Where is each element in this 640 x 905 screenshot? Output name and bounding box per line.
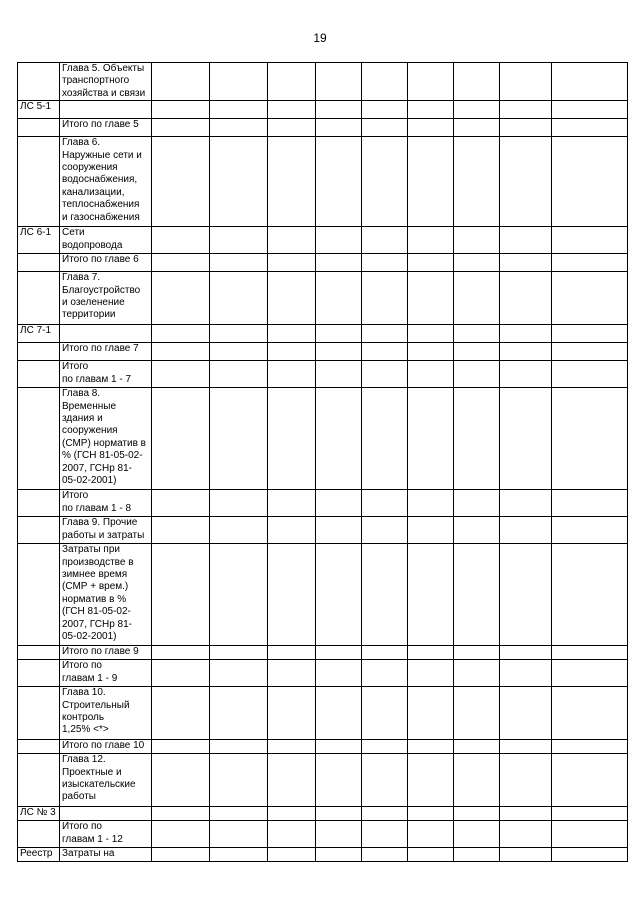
value-cell [210,740,268,754]
value-cell [408,254,454,272]
table-row [18,660,628,687]
value-cell [500,754,552,807]
value-cell [408,272,454,325]
value-cell [210,137,268,227]
value-cell [152,646,210,660]
table-row [18,63,628,101]
row-code-cell [18,343,60,361]
value-cell [500,517,552,544]
row-name-cell: Глава 6. Наружные сети и сооружения водоснабжения, канализации, теплоснабжения и газоснабжения [60,137,152,227]
row-name-cell: Затраты при производстве в зимнее время (СМР + врем.) норматив в % (ГСН 81-05-02- 2007, ГСНр 81- 05-02-2001) [60,544,152,646]
value-cell [552,63,628,101]
value-cell [500,137,552,227]
value-cell [500,63,552,101]
value-cell [316,754,362,807]
value-cell [362,227,408,254]
value-cell [454,343,500,361]
table-row [18,490,628,517]
value-cell [316,272,362,325]
value-cell [316,361,362,388]
row-code-cell [18,490,60,517]
value-cell [408,490,454,517]
value-cell [316,63,362,101]
table-row [18,646,628,660]
table-row [18,325,628,343]
row-name-cell: Глава 12. Проектные и изыскательские работы [60,754,152,807]
row-name-cell: Итого по главе 5 [60,119,152,137]
value-cell [268,361,316,388]
value-cell [152,544,210,646]
value-cell [552,119,628,137]
value-cell [316,325,362,343]
value-cell [268,325,316,343]
value-cell [316,740,362,754]
value-cell [316,227,362,254]
value-cell [500,388,552,490]
value-cell [500,807,552,821]
row-code-cell [18,119,60,137]
row-code-cell [18,687,60,740]
value-cell [408,361,454,388]
row-code-cell [18,646,60,660]
row-code-cell [18,361,60,388]
value-cell [500,821,552,848]
value-cell [268,63,316,101]
value-cell [210,272,268,325]
row-name-cell: Затраты на [60,848,152,862]
page-number: 19 [313,31,327,45]
value-cell [152,361,210,388]
value-cell [268,544,316,646]
value-cell [362,272,408,325]
value-cell [408,325,454,343]
value-cell [268,848,316,862]
value-cell [454,821,500,848]
value-cell [152,388,210,490]
value-cell [500,687,552,740]
value-cell [552,544,628,646]
value-cell [408,544,454,646]
value-cell [552,517,628,544]
value-cell [268,740,316,754]
value-cell [268,821,316,848]
table-row [18,754,628,807]
row-code-cell: Реестр [18,848,60,862]
value-cell [454,272,500,325]
value-cell [152,821,210,848]
table-row [18,821,628,848]
value-cell [316,660,362,687]
value-cell [408,754,454,807]
value-cell [362,63,408,101]
value-cell [552,646,628,660]
value-cell [316,646,362,660]
table-row [18,848,628,862]
row-name-cell [60,807,152,821]
row-name-cell: Итого по главам 1 - 9 [60,660,152,687]
table-row [18,101,628,119]
value-cell [454,388,500,490]
value-cell [454,490,500,517]
value-cell [552,660,628,687]
row-name-cell: Глава 5. Объекты транспортного хозяйства и связи [60,63,152,101]
value-cell [362,137,408,227]
value-cell [316,254,362,272]
value-cell [408,137,454,227]
row-name-cell: Глава 9. Прочие работы и затраты [60,517,152,544]
value-cell [454,807,500,821]
table-row [18,227,628,254]
table-row [18,343,628,361]
value-cell [152,754,210,807]
row-code-cell [18,544,60,646]
value-cell [362,848,408,862]
value-cell [552,361,628,388]
value-cell [316,807,362,821]
value-cell [362,361,408,388]
value-cell [362,388,408,490]
value-cell [454,848,500,862]
row-name-cell: Итого по главе 10 [60,740,152,754]
value-cell [316,388,362,490]
value-cell [316,821,362,848]
row-code-cell [18,272,60,325]
value-cell [408,740,454,754]
value-cell [210,63,268,101]
value-cell [362,254,408,272]
value-cell [500,544,552,646]
row-name-cell: Итого по главе 6 [60,254,152,272]
row-code-cell [18,254,60,272]
value-cell [152,660,210,687]
value-cell [408,388,454,490]
value-cell [500,848,552,862]
value-cell [362,687,408,740]
value-cell [152,343,210,361]
value-cell [316,687,362,740]
table-row [18,388,628,490]
value-cell [268,517,316,544]
value-cell [316,119,362,137]
value-cell [210,807,268,821]
value-cell [454,754,500,807]
value-cell [552,343,628,361]
value-cell [210,254,268,272]
table-row [18,361,628,388]
value-cell [152,848,210,862]
value-cell [316,101,362,119]
row-name-cell: Глава 10. Строительный контроль 1,25% <*> [60,687,152,740]
value-cell [408,807,454,821]
value-cell [362,544,408,646]
value-cell [552,821,628,848]
table-row [18,807,628,821]
value-cell [552,227,628,254]
row-name-cell: Глава 8. Временные здания и сооружения (СМР) норматив в % (ГСН 81-05-02- 2007, ГСНр 81- 05-02-2001) [60,388,152,490]
row-code-cell [18,821,60,848]
value-cell [552,848,628,862]
value-cell [268,687,316,740]
value-cell [362,740,408,754]
row-code-cell: ЛС 5-1 [18,101,60,119]
table-row [18,119,628,137]
value-cell [152,254,210,272]
value-cell [500,272,552,325]
value-cell [268,754,316,807]
value-cell [454,544,500,646]
value-cell [500,646,552,660]
value-cell [316,490,362,517]
value-cell [268,490,316,517]
value-cell [408,63,454,101]
value-cell [210,227,268,254]
table-row [18,740,628,754]
value-cell [210,646,268,660]
value-cell [454,361,500,388]
value-cell [454,101,500,119]
value-cell [152,687,210,740]
value-cell [500,325,552,343]
value-cell [362,517,408,544]
value-cell [210,490,268,517]
value-cell [552,254,628,272]
value-cell [210,821,268,848]
value-cell [500,254,552,272]
value-cell [552,490,628,517]
table-row [18,137,628,227]
value-cell [552,325,628,343]
value-cell [408,848,454,862]
value-cell [454,227,500,254]
row-name-cell [60,325,152,343]
value-cell [362,325,408,343]
row-name-cell: Итого по главам 1 - 12 [60,821,152,848]
value-cell [152,63,210,101]
row-code-cell [18,137,60,227]
value-cell [210,119,268,137]
value-cell [500,101,552,119]
row-name-cell: Итого по главе 9 [60,646,152,660]
value-cell [454,325,500,343]
value-cell [152,119,210,137]
value-cell [454,63,500,101]
value-cell [268,660,316,687]
row-code-cell [18,740,60,754]
value-cell [210,754,268,807]
value-cell [362,101,408,119]
value-cell [362,646,408,660]
row-code-cell [18,388,60,490]
value-cell [552,687,628,740]
value-cell [552,137,628,227]
value-cell [500,490,552,517]
value-cell [210,517,268,544]
value-cell [210,660,268,687]
value-cell [552,807,628,821]
row-name-cell: Итого по главе 7 [60,343,152,361]
value-cell [500,740,552,754]
value-cell [408,101,454,119]
value-cell [152,137,210,227]
value-cell [268,646,316,660]
row-code-cell: ЛС 7-1 [18,325,60,343]
value-cell [210,361,268,388]
value-cell [454,646,500,660]
value-cell [268,343,316,361]
value-cell [316,517,362,544]
value-cell [210,343,268,361]
value-cell [152,272,210,325]
value-cell [316,544,362,646]
value-cell [408,343,454,361]
value-cell [362,821,408,848]
value-cell [362,660,408,687]
value-cell [552,388,628,490]
value-cell [454,687,500,740]
value-cell [454,660,500,687]
row-code-cell: ЛС 6-1 [18,227,60,254]
value-cell [268,254,316,272]
value-cell [152,517,210,544]
estimate-table [17,62,628,862]
value-cell [152,227,210,254]
value-cell [408,687,454,740]
value-cell [454,137,500,227]
value-cell [454,119,500,137]
value-cell [268,227,316,254]
value-cell [152,740,210,754]
table-row [18,272,628,325]
table-row [18,254,628,272]
row-code-cell [18,660,60,687]
value-cell [210,687,268,740]
value-cell [268,807,316,821]
value-cell [210,544,268,646]
row-code-cell [18,754,60,807]
value-cell [152,490,210,517]
value-cell [362,807,408,821]
value-cell [152,325,210,343]
value-cell [552,740,628,754]
value-cell [500,660,552,687]
value-cell [362,490,408,517]
row-name-cell: Итого по главам 1 - 7 [60,361,152,388]
value-cell [316,848,362,862]
value-cell [210,848,268,862]
value-cell [500,343,552,361]
value-cell [408,227,454,254]
value-cell [268,272,316,325]
value-cell [408,517,454,544]
value-cell [408,660,454,687]
value-cell [210,325,268,343]
value-cell [408,646,454,660]
value-cell [454,254,500,272]
table-row [18,687,628,740]
row-name-cell [60,101,152,119]
value-cell [454,740,500,754]
value-cell [316,343,362,361]
value-cell [500,119,552,137]
value-cell [316,137,362,227]
table-row [18,517,628,544]
value-cell [552,101,628,119]
value-cell [362,754,408,807]
value-cell [500,227,552,254]
value-cell [362,343,408,361]
row-code-cell: ЛС № 3 [18,807,60,821]
row-code-cell [18,517,60,544]
row-name-cell: Глава 7. Благоустройство и озеленение территории [60,272,152,325]
value-cell [552,754,628,807]
value-cell [210,388,268,490]
value-cell [362,119,408,137]
value-cell [408,119,454,137]
row-name-cell: Итого по главам 1 - 8 [60,490,152,517]
value-cell [152,807,210,821]
value-cell [210,101,268,119]
value-cell [268,101,316,119]
value-cell [408,821,454,848]
row-code-cell [18,63,60,101]
value-cell [552,272,628,325]
value-cell [454,517,500,544]
table-row [18,544,628,646]
value-cell [152,101,210,119]
value-cell [268,119,316,137]
row-name-cell: Сети водопровода [60,227,152,254]
value-cell [268,388,316,490]
value-cell [268,137,316,227]
value-cell [500,361,552,388]
